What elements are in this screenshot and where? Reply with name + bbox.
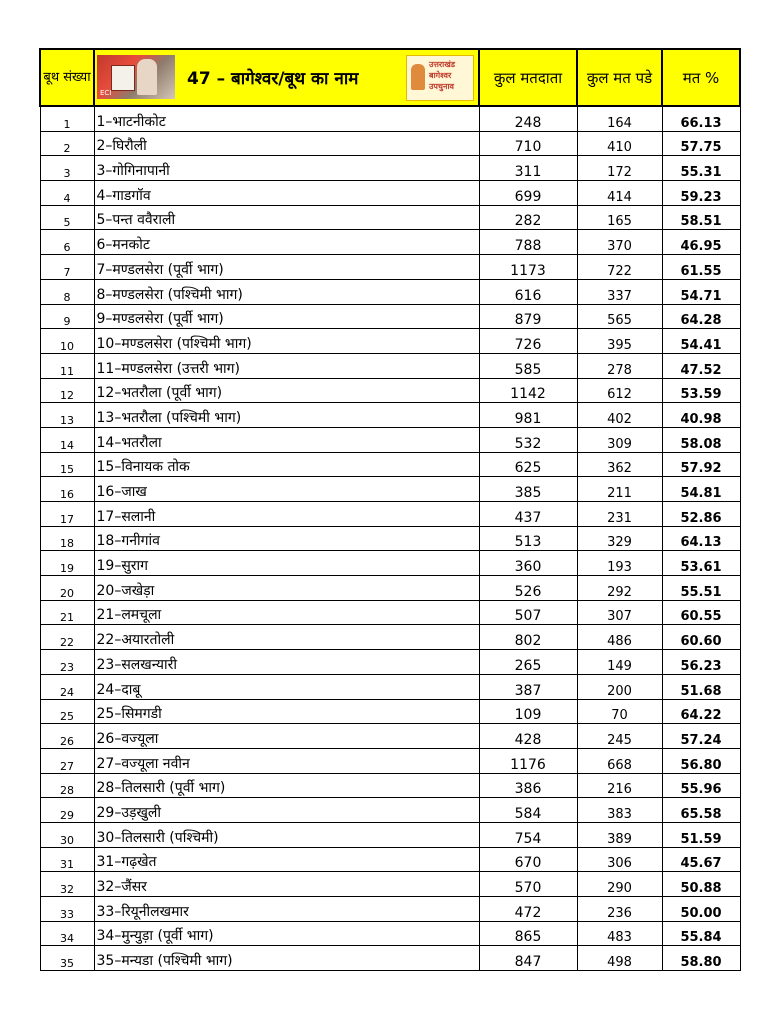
turnout-percent-cell: 55.96 xyxy=(662,773,740,798)
votes-cast-cell: 722 xyxy=(577,255,662,280)
total-voters-cell: 1176 xyxy=(479,748,577,773)
total-voters-cell: 981 xyxy=(479,403,577,428)
booth-number-cell: 28 xyxy=(40,773,94,798)
booth-number-cell: 24 xyxy=(40,674,94,699)
votes-cast-cell: 612 xyxy=(577,378,662,403)
table-row xyxy=(40,131,740,156)
turnout-percent-cell: 53.59 xyxy=(662,378,740,403)
booth-name-cell: 7–मण्डलसेरा (पूर्वी भाग) xyxy=(94,255,479,280)
booth-number-cell: 4 xyxy=(40,181,94,206)
votes-cast-cell: 292 xyxy=(577,576,662,601)
votes-cast-cell: 329 xyxy=(577,526,662,551)
table-row xyxy=(40,600,740,625)
header-row xyxy=(40,49,740,106)
turnout-percent-cell: 55.84 xyxy=(662,921,740,946)
total-voters-cell: 472 xyxy=(479,897,577,922)
booth-number-cell: 12 xyxy=(40,378,94,403)
booth-name-cell: 14–भतरौला xyxy=(94,427,479,452)
table-row xyxy=(40,798,740,823)
booth-number-cell: 14 xyxy=(40,427,94,452)
table-row xyxy=(40,477,740,502)
booth-name-cell: 10–मण्डलसेरा (पश्चिमी भाग) xyxy=(94,329,479,354)
booth-number-cell: 7 xyxy=(40,255,94,280)
turnout-percent-cell: 57.24 xyxy=(662,724,740,749)
booth-number-cell: 1 xyxy=(40,106,94,131)
booth-number-cell: 30 xyxy=(40,822,94,847)
turnout-percent-cell: 58.08 xyxy=(662,427,740,452)
booth-name-cell: 17–सलानी xyxy=(94,502,479,527)
total-voters-cell: 616 xyxy=(479,279,577,304)
voter-hand-icon xyxy=(137,59,157,95)
table-row xyxy=(40,625,740,650)
table-row xyxy=(40,156,740,181)
booth-name-cell: 9–मण्डलसेरा (पूर्वी भाग) xyxy=(94,304,479,329)
booth-name-cell: 20–जखेड़ा xyxy=(94,576,479,601)
booth-number-cell: 15 xyxy=(40,452,94,477)
total-voters-cell: 847 xyxy=(479,946,577,971)
booth-name-cell: 15–विनायक तोक xyxy=(94,452,479,477)
booth-number-cell: 26 xyxy=(40,724,94,749)
logo-line-election: उपचुनाव xyxy=(429,82,454,91)
booth-number-cell: 16 xyxy=(40,477,94,502)
turnout-percent-cell: 66.13 xyxy=(662,106,740,131)
total-voters-cell: 437 xyxy=(479,502,577,527)
turnout-percent-cell: 56.23 xyxy=(662,650,740,675)
turnout-percent-cell: 54.71 xyxy=(662,279,740,304)
booth-name-cell: 4–गाडगॉव xyxy=(94,181,479,206)
turnout-percent-cell: 40.98 xyxy=(662,403,740,428)
votes-cast-cell: 211 xyxy=(577,477,662,502)
booth-number-cell: 25 xyxy=(40,699,94,724)
table-row xyxy=(40,403,740,428)
total-voters-header: कुल मतदाता xyxy=(479,49,577,106)
booth-name-cell: 22–अयारतोली xyxy=(94,625,479,650)
booth-number-cell: 33 xyxy=(40,897,94,922)
booth-number-cell: 8 xyxy=(40,279,94,304)
table-row xyxy=(40,551,740,576)
total-voters-cell: 570 xyxy=(479,872,577,897)
table-row xyxy=(40,822,740,847)
total-voters-cell: 311 xyxy=(479,156,577,181)
turnout-percent-cell: 51.59 xyxy=(662,822,740,847)
turnout-percent-cell: 57.92 xyxy=(662,452,740,477)
turnout-percent-cell: 55.31 xyxy=(662,156,740,181)
turnout-percent-cell: 59.23 xyxy=(662,181,740,206)
booth-number-cell: 6 xyxy=(40,230,94,255)
turnout-percent-cell: 57.75 xyxy=(662,131,740,156)
turnout-percent-header: मत % xyxy=(662,49,740,106)
booth-name-cell: 29–उड़खुली xyxy=(94,798,479,823)
votes-cast-cell: 395 xyxy=(577,329,662,354)
logo-line-state: उत्तराखंड xyxy=(429,60,456,69)
total-voters-cell: 385 xyxy=(479,477,577,502)
votes-cast-cell: 486 xyxy=(577,625,662,650)
total-voters-cell: 585 xyxy=(479,353,577,378)
votes-cast-cell: 362 xyxy=(577,452,662,477)
votes-cast-cell: 306 xyxy=(577,847,662,872)
booth-name-cell: 1–भाटनीकोट xyxy=(94,106,479,131)
booth-name-cell: 11–मण्डलसेरा (उत्तरी भाग) xyxy=(94,353,479,378)
total-voters-cell: 879 xyxy=(479,304,577,329)
votes-cast-cell: 410 xyxy=(577,131,662,156)
votes-cast-cell: 389 xyxy=(577,822,662,847)
booth-name-cell: 28–तिलसारी (पूर्वी भाग) xyxy=(94,773,479,798)
turnout-percent-cell: 55.51 xyxy=(662,576,740,601)
booth-name-cell: 13–भतरौला (पश्चिमी भाग) xyxy=(94,403,479,428)
total-voters-cell: 865 xyxy=(479,921,577,946)
booth-name-cell: 30–तिलसारी (पश्चिमी) xyxy=(94,822,479,847)
total-voters-cell: 788 xyxy=(479,230,577,255)
booth-number-cell: 27 xyxy=(40,748,94,773)
booth-number-cell: 35 xyxy=(40,946,94,971)
table-row xyxy=(40,946,740,971)
booth-number-header: बूथ संख्या xyxy=(40,49,94,106)
total-voters-cell: 386 xyxy=(479,773,577,798)
election-commission-logo xyxy=(97,55,175,99)
booth-number-cell: 20 xyxy=(40,576,94,601)
votes-cast-cell: 236 xyxy=(577,897,662,922)
booth-table-sheet xyxy=(39,48,739,971)
constituency-title: 47 – बागेश्वर/बूथ का नाम xyxy=(187,69,359,89)
total-voters-cell: 1142 xyxy=(479,378,577,403)
table-row xyxy=(40,502,740,527)
turnout-percent-cell: 50.00 xyxy=(662,897,740,922)
turnout-percent-cell: 56.80 xyxy=(662,748,740,773)
votes-cast-cell: 498 xyxy=(577,946,662,971)
total-voters-cell: 507 xyxy=(479,600,577,625)
booth-number-cell: 3 xyxy=(40,156,94,181)
turnout-percent-cell: 47.52 xyxy=(662,353,740,378)
total-voters-cell: 109 xyxy=(479,699,577,724)
votes-cast-cell: 290 xyxy=(577,872,662,897)
total-voters-cell: 526 xyxy=(479,576,577,601)
votes-cast-cell: 245 xyxy=(577,724,662,749)
booth-number-cell: 9 xyxy=(40,304,94,329)
votes-cast-cell: 307 xyxy=(577,600,662,625)
turnout-percent-cell: 61.55 xyxy=(662,255,740,280)
booth-number-cell: 17 xyxy=(40,502,94,527)
total-voters-cell: 670 xyxy=(479,847,577,872)
table-row xyxy=(40,650,740,675)
booth-number-cell: 34 xyxy=(40,921,94,946)
booth-name-cell: 12–भतरौला (पूर्वी भाग) xyxy=(94,378,479,403)
booth-name-cell: 18–गनीगांव xyxy=(94,526,479,551)
turnout-percent-cell: 65.58 xyxy=(662,798,740,823)
booth-name-cell: 25–सिमगडी xyxy=(94,699,479,724)
table-row xyxy=(40,748,740,773)
table-row xyxy=(40,674,740,699)
table-row xyxy=(40,576,740,601)
votes-cast-cell: 402 xyxy=(577,403,662,428)
votes-cast-cell: 370 xyxy=(577,230,662,255)
votes-cast-cell: 172 xyxy=(577,156,662,181)
booth-number-cell: 23 xyxy=(40,650,94,675)
table-row xyxy=(40,304,740,329)
total-voters-cell: 265 xyxy=(479,650,577,675)
table-row xyxy=(40,452,740,477)
votes-cast-cell: 565 xyxy=(577,304,662,329)
turnout-percent-cell: 52.86 xyxy=(662,502,740,527)
ballot-box-icon xyxy=(111,65,135,91)
table-row xyxy=(40,181,740,206)
votes-cast-cell: 193 xyxy=(577,551,662,576)
booth-name-header-cell xyxy=(94,49,479,106)
votes-cast-cell: 337 xyxy=(577,279,662,304)
votes-cast-cell: 216 xyxy=(577,773,662,798)
total-voters-cell: 726 xyxy=(479,329,577,354)
votes-cast-cell: 164 xyxy=(577,106,662,131)
turnout-percent-cell: 58.80 xyxy=(662,946,740,971)
votes-cast-cell: 483 xyxy=(577,921,662,946)
votes-cast-cell: 309 xyxy=(577,427,662,452)
booth-name-cell: 5–पन्त ववैराली xyxy=(94,205,479,230)
table-row xyxy=(40,279,740,304)
booth-number-cell: 29 xyxy=(40,798,94,823)
table-row xyxy=(40,872,740,897)
total-voters-cell: 584 xyxy=(479,798,577,823)
table-row xyxy=(40,255,740,280)
booth-name-cell: 32–जैंसर xyxy=(94,872,479,897)
table-row xyxy=(40,897,740,922)
table-row xyxy=(40,724,740,749)
booth-name-cell: 2–घिरौली xyxy=(94,131,479,156)
total-voters-cell: 513 xyxy=(479,526,577,551)
votes-cast-cell: 70 xyxy=(577,699,662,724)
booth-name-cell: 8–मण्डलसेरा (पश्चिमी भाग) xyxy=(94,279,479,304)
by-election-logo xyxy=(406,55,474,101)
turnout-percent-cell: 53.61 xyxy=(662,551,740,576)
booth-name-cell: 16–जाख xyxy=(94,477,479,502)
total-voters-cell: 699 xyxy=(479,181,577,206)
booth-number-cell: 19 xyxy=(40,551,94,576)
booth-number-cell: 11 xyxy=(40,353,94,378)
booth-name-cell: 21–लमचूला xyxy=(94,600,479,625)
votes-cast-cell: 200 xyxy=(577,674,662,699)
turnout-percent-cell: 54.81 xyxy=(662,477,740,502)
votes-cast-cell: 414 xyxy=(577,181,662,206)
total-voters-cell: 625 xyxy=(479,452,577,477)
logo-caption: ECI xyxy=(100,89,112,97)
total-voters-cell: 710 xyxy=(479,131,577,156)
booth-name-cell: 6–मनकोट xyxy=(94,230,479,255)
total-voters-cell: 360 xyxy=(479,551,577,576)
booth-name-cell: 35–मन्यडा (पश्चिमी भाग) xyxy=(94,946,479,971)
votes-cast-cell: 383 xyxy=(577,798,662,823)
booth-turnout-table xyxy=(39,48,741,971)
turnout-percent-cell: 64.28 xyxy=(662,304,740,329)
turnout-percent-cell: 54.41 xyxy=(662,329,740,354)
table-row xyxy=(40,329,740,354)
inked-finger-icon xyxy=(411,64,425,90)
table-row xyxy=(40,526,740,551)
booth-number-cell: 13 xyxy=(40,403,94,428)
booth-number-cell: 31 xyxy=(40,847,94,872)
votes-cast-header: कुल मत पडे xyxy=(577,49,662,106)
votes-cast-cell: 668 xyxy=(577,748,662,773)
booth-number-cell: 32 xyxy=(40,872,94,897)
table-row xyxy=(40,699,740,724)
table-row xyxy=(40,427,740,452)
booth-number-cell: 10 xyxy=(40,329,94,354)
turnout-percent-cell: 64.13 xyxy=(662,526,740,551)
votes-cast-cell: 149 xyxy=(577,650,662,675)
turnout-percent-cell: 46.95 xyxy=(662,230,740,255)
table-row xyxy=(40,921,740,946)
table-row xyxy=(40,353,740,378)
total-voters-cell: 282 xyxy=(479,205,577,230)
turnout-percent-cell: 64.22 xyxy=(662,699,740,724)
turnout-percent-cell: 51.68 xyxy=(662,674,740,699)
total-voters-cell: 248 xyxy=(479,106,577,131)
booth-name-cell: 23–सलखन्यारी xyxy=(94,650,479,675)
booth-number-cell: 5 xyxy=(40,205,94,230)
booth-number-cell: 2 xyxy=(40,131,94,156)
table-row xyxy=(40,773,740,798)
booth-name-cell: 3–गोगिनापानी xyxy=(94,156,479,181)
booth-name-cell: 24–दाबू xyxy=(94,674,479,699)
booth-name-cell: 31–गढ़खेत xyxy=(94,847,479,872)
total-voters-cell: 428 xyxy=(479,724,577,749)
table-row xyxy=(40,378,740,403)
booth-name-cell: 27–वज्यूला नवीन xyxy=(94,748,479,773)
turnout-percent-cell: 50.88 xyxy=(662,872,740,897)
table-row xyxy=(40,230,740,255)
votes-cast-cell: 278 xyxy=(577,353,662,378)
votes-cast-cell: 231 xyxy=(577,502,662,527)
turnout-percent-cell: 45.67 xyxy=(662,847,740,872)
turnout-percent-cell: 58.51 xyxy=(662,205,740,230)
total-voters-cell: 1173 xyxy=(479,255,577,280)
booth-name-cell: 26–वज्यूला xyxy=(94,724,479,749)
table-row xyxy=(40,106,740,131)
turnout-percent-cell: 60.55 xyxy=(662,600,740,625)
total-voters-cell: 532 xyxy=(479,427,577,452)
logo-line-district: बागेश्वर xyxy=(429,71,452,80)
table-body xyxy=(40,106,740,971)
total-voters-cell: 802 xyxy=(479,625,577,650)
total-voters-cell: 387 xyxy=(479,674,577,699)
total-voters-cell: 754 xyxy=(479,822,577,847)
table-header xyxy=(40,49,740,106)
booth-name-cell: 33–रियूनीलखमार xyxy=(94,897,479,922)
turnout-percent-cell: 60.60 xyxy=(662,625,740,650)
table-row xyxy=(40,847,740,872)
booth-number-cell: 22 xyxy=(40,625,94,650)
booth-name-cell: 19–सुराग xyxy=(94,551,479,576)
booth-name-cell: 34–मुन्युड़ा (पूर्वी भाग) xyxy=(94,921,479,946)
booth-number-cell: 21 xyxy=(40,600,94,625)
votes-cast-cell: 165 xyxy=(577,205,662,230)
booth-number-cell: 18 xyxy=(40,526,94,551)
table-row xyxy=(40,205,740,230)
